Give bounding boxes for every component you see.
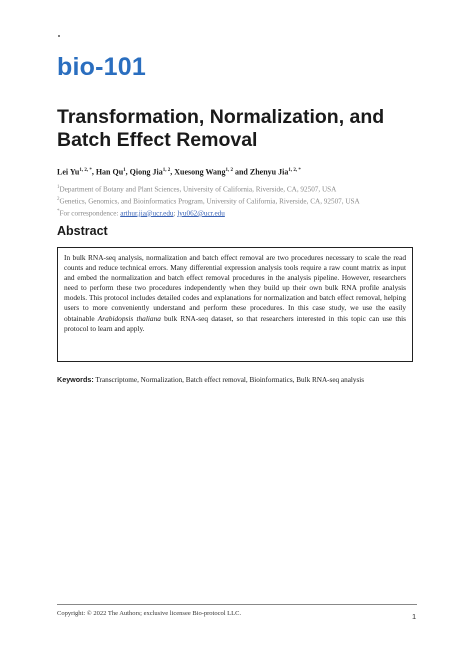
page-number: 1 — [412, 612, 417, 621]
author-name: Han Qu — [95, 167, 124, 177]
author-affiliation-marker: 1 — [123, 168, 126, 173]
author-name: Xuesong Wang — [174, 167, 226, 177]
keywords-text: Transcriptome, Normalization, Batch effect removal, Bioinformatics, Bulk RNA-seq analysis — [93, 376, 365, 384]
correspondence-line — [57, 207, 427, 219]
affiliation-number: 1 — [57, 185, 60, 190]
affiliation-line — [57, 183, 427, 195]
abstract-box — [57, 247, 413, 362]
author-name: Lei Yu — [57, 167, 80, 177]
author-separator: , — [91, 167, 96, 177]
correspondence-label: For correspondence: — [59, 209, 121, 218]
footer-divider — [57, 604, 417, 605]
copyright-notice: Copyright: © 2022 The Authors; exclusive licensee Bio-protocol LLC. — [57, 610, 242, 617]
affiliation-number: 2 — [57, 196, 60, 202]
abstract-heading: Abstract — [57, 224, 108, 238]
email-link[interactable]: arthur.jia@ucr.edu — [120, 209, 174, 218]
affiliation-line — [57, 195, 427, 207]
affiliation-text: Genetics, Genomics, and Bioinformatics Program, University of California, Riverside, CA, 92507, USA — [59, 197, 360, 206]
author-separator: and — [232, 167, 250, 177]
author-affiliation-marker: 1, 2, * — [288, 168, 301, 173]
email-separator: ; — [173, 209, 178, 218]
author-separator: , — [170, 167, 175, 177]
author-name: Qiong Jia — [129, 167, 163, 177]
keywords-label: Keywords: — [57, 375, 94, 384]
author-affiliation-marker: 1, 2, * — [79, 168, 92, 173]
logo-bio-text: bio — [57, 53, 96, 81]
logo-number-text: -101 — [95, 53, 146, 81]
abstract-text-end: bulk RNA-seq dataset, so that researchers interested in this topic can use this protocol to learn and apply. — [64, 313, 406, 333]
bio-101-logo — [57, 52, 146, 82]
email-link[interactable]: lyu062@ucr.edu — [177, 209, 225, 218]
affiliation-text: Department of Botany and Plant Sciences, University of California, Riverside, CA, 92507, USA — [59, 185, 337, 194]
correspondence-marker: * — [57, 208, 60, 214]
abstract-text: In bulk RNA-seq analysis, normalization and batch effect removal are two procedures necessary to scale the read counts and reduce technical errors. Many differential expression analysis tools require a raw count matrix as input and embed the normalization and batch effect removal procedures in the analysis pipeline. However, researchers need to perform these two procedures independently when they build up their own bulk RNA profile analysis models. This protocol includes detailed codes and explanations for normalization and batch effect removal, helping users to more conveniently understand and perform these procedures. In this case study, we use the easily obtainable — [64, 253, 406, 323]
paper-title: Transformation, Normalization, and Batch Effect Removal — [57, 106, 385, 151]
author-name: Zhenyu Jia — [249, 167, 289, 177]
affiliation-block — [57, 183, 427, 219]
keywords-line — [57, 375, 427, 385]
author-affiliation-marker: 1, 2 — [225, 168, 233, 173]
author-list — [57, 165, 427, 178]
author-affiliation-marker: 1, 2 — [162, 168, 171, 173]
author-separator: , — [125, 167, 130, 177]
species-name: Arabidopsis thaliana — [97, 313, 161, 323]
corner-mark — [58, 35, 60, 37]
